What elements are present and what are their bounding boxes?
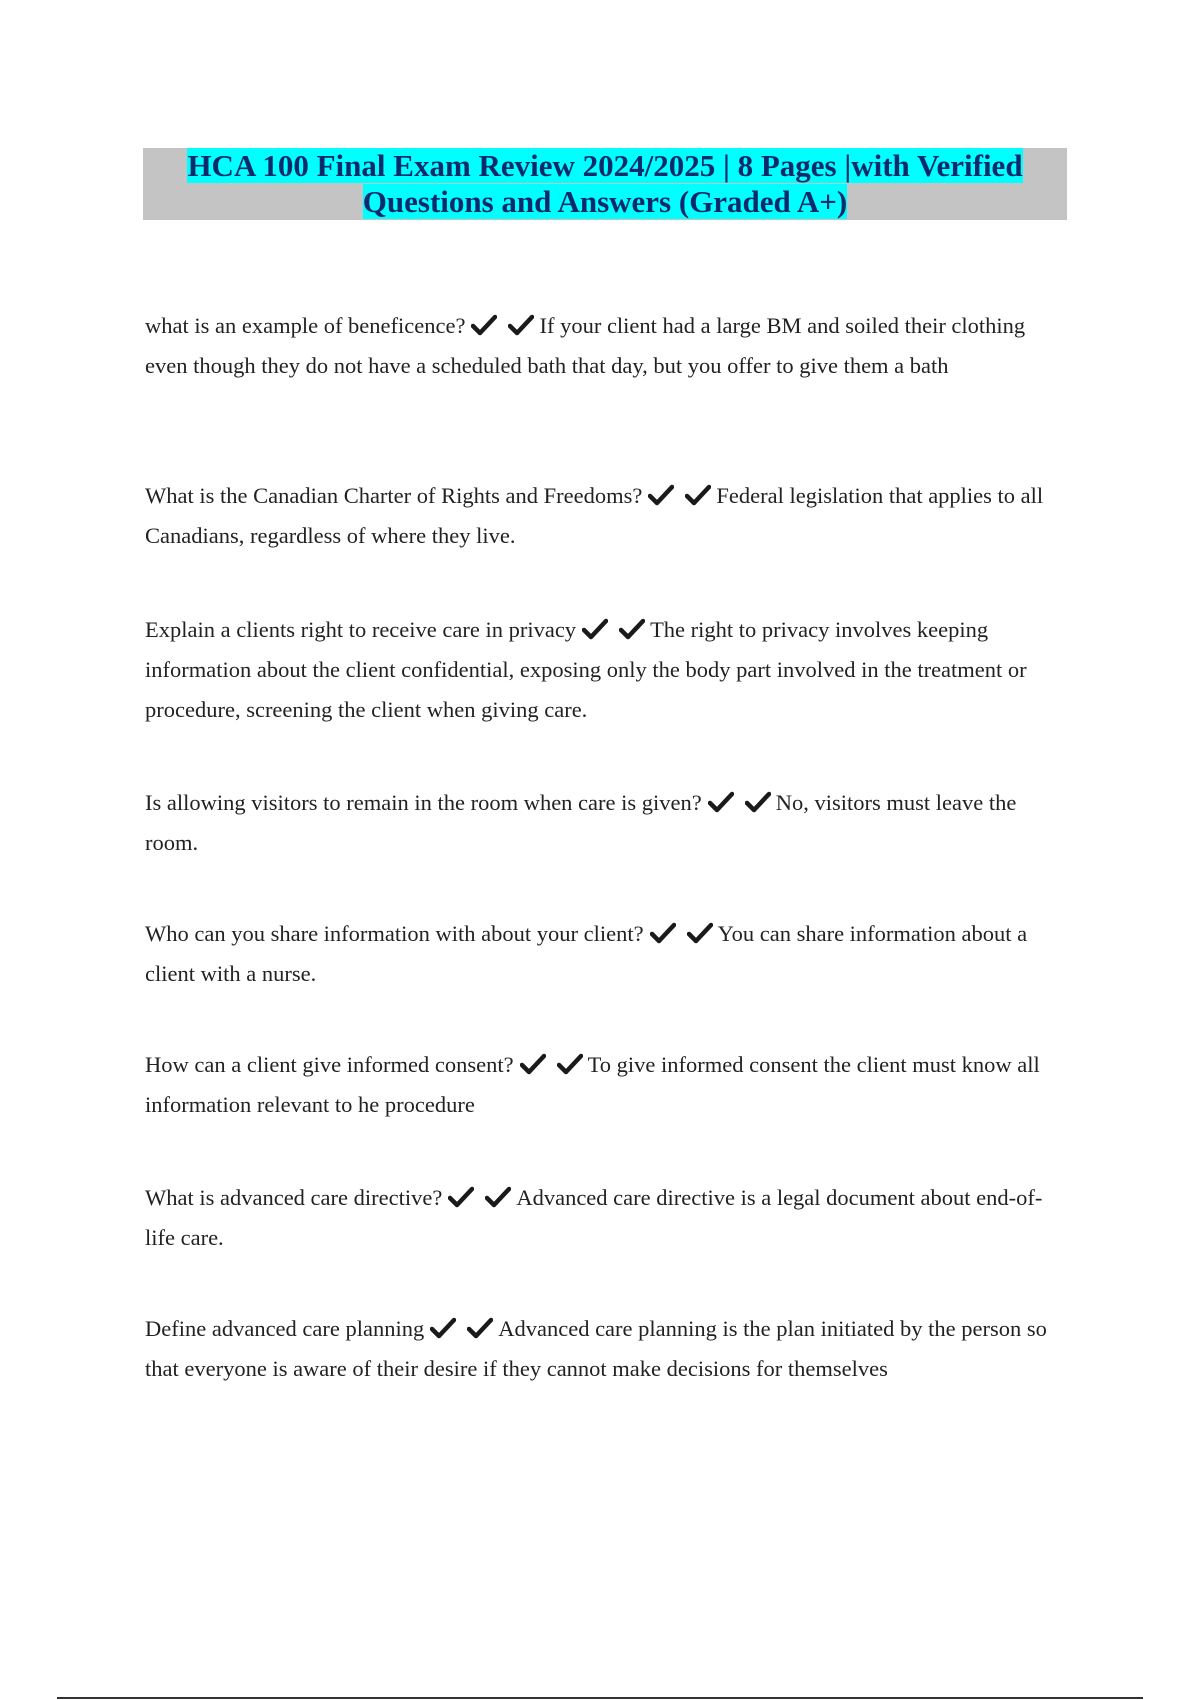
- document-title-line-1: [143, 148, 1067, 184]
- qa-item: [145, 783, 1070, 863]
- qa-answer: You can share information about a client with a nurse.: [145, 921, 1028, 986]
- title-text-line-2: Questions and Answers (Graded A+): [362, 184, 848, 219]
- qa-answer: Advanced care planning is the plan initiated by the person so that everyone is aware of their desire if they cannot make decisions for themselves: [145, 1316, 1047, 1381]
- qa-item: [145, 1045, 1070, 1125]
- check-mark-icon: [557, 1053, 583, 1075]
- document-title-box: [143, 148, 1067, 220]
- qa-question: Explain a clients right to receive care in privacy: [145, 617, 577, 642]
- qa-question: what is an example of beneficence?: [145, 313, 466, 338]
- qa-answer: The right to privacy involves keeping information about the client confidential, exposing only the body part involved in the treatment or procedure, screening the client when giving care.: [145, 617, 1027, 722]
- check-mark-icon: [448, 1186, 474, 1208]
- qa-question: How can a client give informed consent?: [145, 1052, 514, 1077]
- check-mark-icon: [582, 618, 608, 640]
- qa-question: What is advanced care directive?: [145, 1185, 443, 1210]
- check-mark-icon: [471, 314, 497, 336]
- qa-answer: If your client had a large BM and soiled their clothing even though they do not have a scheduled bath that day, but you offer to give them a bath: [145, 313, 1026, 378]
- qa-item: [145, 1309, 1070, 1389]
- qa-answer: No, visitors must leave the room.: [145, 790, 1017, 855]
- check-mark-icon: [648, 484, 674, 506]
- qa-question: What is the Canadian Charter of Rights and Freedoms?: [145, 483, 643, 508]
- qa-answer: Advanced care directive is a legal document about end-of-life care.: [145, 1185, 1043, 1250]
- qa-answer: Federal legislation that applies to all Canadians, regardless of where they live.: [145, 483, 1044, 548]
- check-mark-icon: [650, 922, 676, 944]
- qa-answer: To give informed consent the client must know all information relevant to he procedure: [145, 1052, 1040, 1117]
- check-mark-icon: [745, 791, 771, 813]
- document-title-line-2: [143, 184, 1067, 220]
- qa-item: [145, 1178, 1070, 1258]
- check-mark-icon: [485, 1186, 511, 1208]
- qa-item: [145, 914, 1070, 994]
- qa-question: Define advanced care planning: [145, 1316, 425, 1341]
- title-text-line-1: HCA 100 Final Exam Review 2024/2025 | 8 Pages |with Verified: [187, 148, 1023, 183]
- check-mark-icon: [619, 618, 645, 640]
- qa-item: [145, 476, 1070, 556]
- check-mark-icon: [708, 791, 734, 813]
- qa-question: Who can you share information with about your client?: [145, 921, 644, 946]
- page-bottom-rule: [57, 1697, 1143, 1699]
- qa-item: [145, 610, 1070, 730]
- check-mark-icon: [508, 314, 534, 336]
- check-mark-icon: [467, 1317, 493, 1339]
- check-mark-icon: [685, 484, 711, 506]
- check-mark-icon: [687, 922, 713, 944]
- qa-item: [145, 306, 1070, 386]
- check-mark-icon: [430, 1317, 456, 1339]
- check-mark-icon: [520, 1053, 546, 1075]
- qa-question: Is allowing visitors to remain in the room when care is given?: [145, 790, 702, 815]
